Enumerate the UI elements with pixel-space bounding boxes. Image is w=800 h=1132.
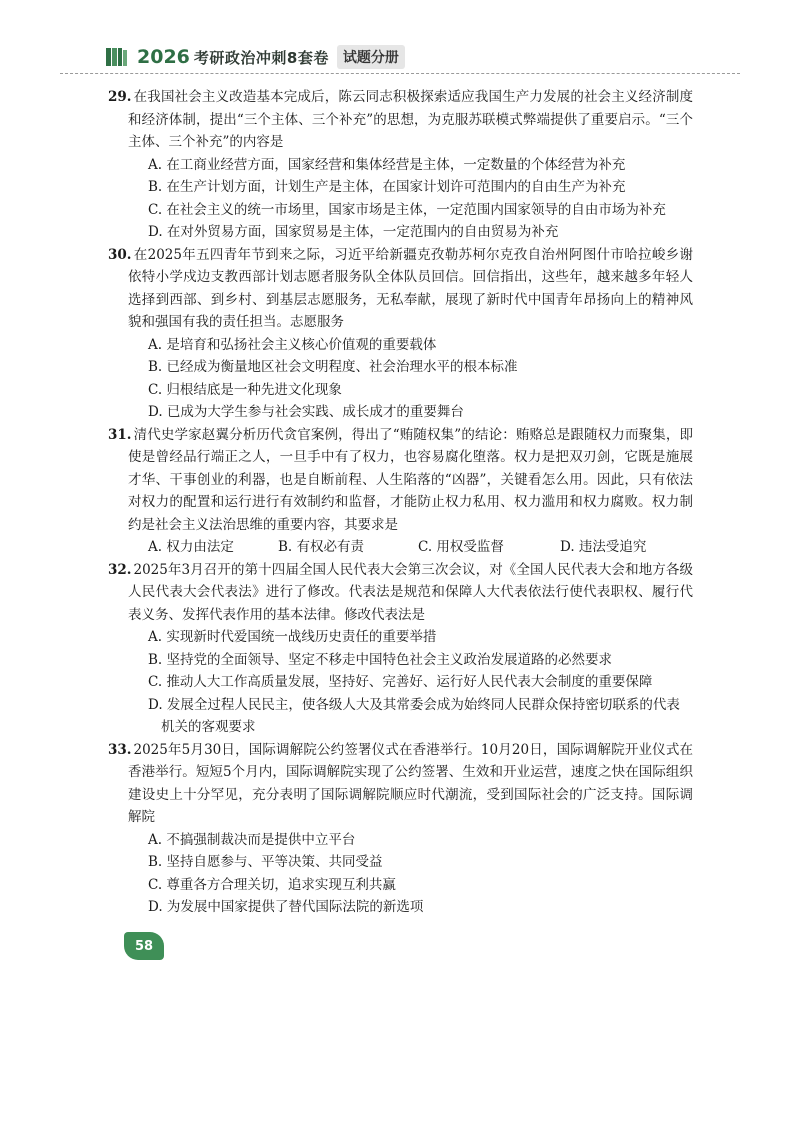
option-d[interactable]: D. 为发展中国家提供了替代国际法院的新选项 <box>148 899 424 915</box>
question-31 <box>108 424 693 559</box>
question-29 <box>108 86 693 244</box>
option-d[interactable]: D. 在对外贸易方面，国家贸易是主体，一定范围内的自由贸易为补充 <box>148 224 559 240</box>
option-b[interactable]: B. 有权必有责 <box>278 539 365 555</box>
question-number: 32. <box>108 561 132 578</box>
option-row <box>128 536 693 559</box>
option-d[interactable]: D. 已成为大学生参与社会实践、成长成才的重要舞台 <box>148 404 464 420</box>
question-32 <box>108 559 693 739</box>
question-text: 清代史学家赵翼分析历代贪官案例，得出了“贿随权集”的结论：贿赂总是跟随权力而聚集，即使是曾经品行端正之人，一旦手中有了权力，也容易腐化堕落。权力是把双刃剑，它既是施展才华、干事创业的利器，也是自断前程、人生陷落的“凶器”，关键看怎么用。因此，只有依法对权力的配置和运行进行有效制约和监督，才能防止权力私用、权力滥用和权力腐败。权力制约是社会主义法治思维的重要内容，其要求是 <box>128 426 693 533</box>
option-b[interactable]: B. 在生产计划方面，计划生产是主体，在国家计划许可范围内的自由生产为补充 <box>148 179 626 195</box>
question-stem <box>108 424 693 537</box>
question-stem <box>108 244 693 334</box>
question-stem <box>108 86 693 154</box>
option-b[interactable]: B. 已经成为衡量地区社会文明程度、社会治理水平的根本标准 <box>148 359 518 375</box>
option-d[interactable]: D. 发展全过程人民民主，使各级人大及其常委会成为始终同人民群众保持密切联系的代表 <box>148 696 680 713</box>
option-a[interactable]: A. 在工商业经营方面，国家经营和集体经营是主体，一定数量的个体经营为补充 <box>148 156 626 173</box>
option-c[interactable]: C. 在社会主义的统一市场里，国家市场是主体，一定范围内国家领导的自由市场为补充 <box>148 201 666 218</box>
question-text: 2025年5月30日，国际调解院公约签署仪式在香港举行。10月20日，国际调解院开业仪式在香港举行。短短5个月内，国际调解院实现了公约签署、生效和开业运营，速度之快在国际组织建设史上十分罕见，充分表明了国际调解院顺应时代潮流，受到国际社会的广泛支持。国际调解院 <box>128 741 693 825</box>
header-divider <box>60 73 740 74</box>
page-header <box>105 42 405 72</box>
option-a[interactable]: A. 权力由法定 <box>148 539 234 555</box>
question-number: 29. <box>108 89 132 105</box>
question-text: 在我国社会主义改造基本完成后，陈云同志积极探索适应我国生产力发展的社会主义经济制度和经济体制，提出“三个主体、三个补充”的思想，为克服苏联模式弊端提供了重要启示。“三个主体、三个补充”的内容是 <box>128 89 693 150</box>
question-30 <box>108 244 693 424</box>
option-d-continued: 机关的客观要求 <box>161 719 256 735</box>
option-b[interactable]: B. 坚持党的全面领导、坚定不移走中国特色社会主义政治发展道路的必然要求 <box>148 651 613 668</box>
page-number-badge <box>124 932 164 960</box>
option-a[interactable]: A. 实现新时代爱国统一战线历史责任的重要举措 <box>148 629 437 645</box>
option-c[interactable]: C. 推动人大工作高质量发展，坚持好、完善好、运行好人民代表大会制度的重要保障 <box>148 674 653 690</box>
question-stem <box>108 739 693 829</box>
page-number: 58 <box>134 938 154 954</box>
question-33 <box>108 739 693 919</box>
option-c[interactable]: C. 尊重各方合理关切，追求实现互利共赢 <box>148 876 396 893</box>
question-list <box>108 86 693 919</box>
book-icon <box>105 46 129 68</box>
question-number: 33. <box>108 741 132 758</box>
header-title: 考研政治冲刺8套卷 <box>193 48 329 67</box>
option-c[interactable]: C. 归根结底是一种先进文化现象 <box>148 381 342 398</box>
question-stem <box>108 559 693 627</box>
option-b[interactable]: B. 坚持自愿参与、平等决策、共同受益 <box>148 854 383 870</box>
option-a[interactable]: A. 是培育和弘扬社会主义核心价值观的重要载体 <box>148 336 437 353</box>
header-tag: 试题分册 <box>337 45 405 69</box>
question-number: 31. <box>108 426 132 443</box>
option-a[interactable]: A. 不搞强制裁决而是提供中立平台 <box>148 831 356 848</box>
option-d[interactable]: D. 违法受追究 <box>560 539 647 555</box>
question-text: 在2025年五四青年节到来之际，习近平给新疆克孜勒苏柯尔克孜自治州阿图什市哈拉峻乡谢依特小学戍边支教西部计划志愿者服务队全体队员回信。回信指出，这些年，越来越多年轻人选择到西部、到乡村、到基层志愿服务，无私奉献，展现了新时代中国青年昂扬向上的精神风貌和强国有我的责任担当。志愿服务 <box>128 246 693 330</box>
option-c[interactable]: C. 用权受监督 <box>418 539 504 555</box>
question-number: 30. <box>108 246 132 263</box>
header-year: 2026 <box>137 46 190 68</box>
question-text: 2025年3月召开的第十四届全国人民代表大会第三次会议，对《全国人民代表大会和地方各级人民代表大会代表法》进行了修改。代表法是规范和保障人大代表依法行使代表职权、履行代表义务、发挥代表作用的基本法律。修改代表法是 <box>128 561 693 623</box>
